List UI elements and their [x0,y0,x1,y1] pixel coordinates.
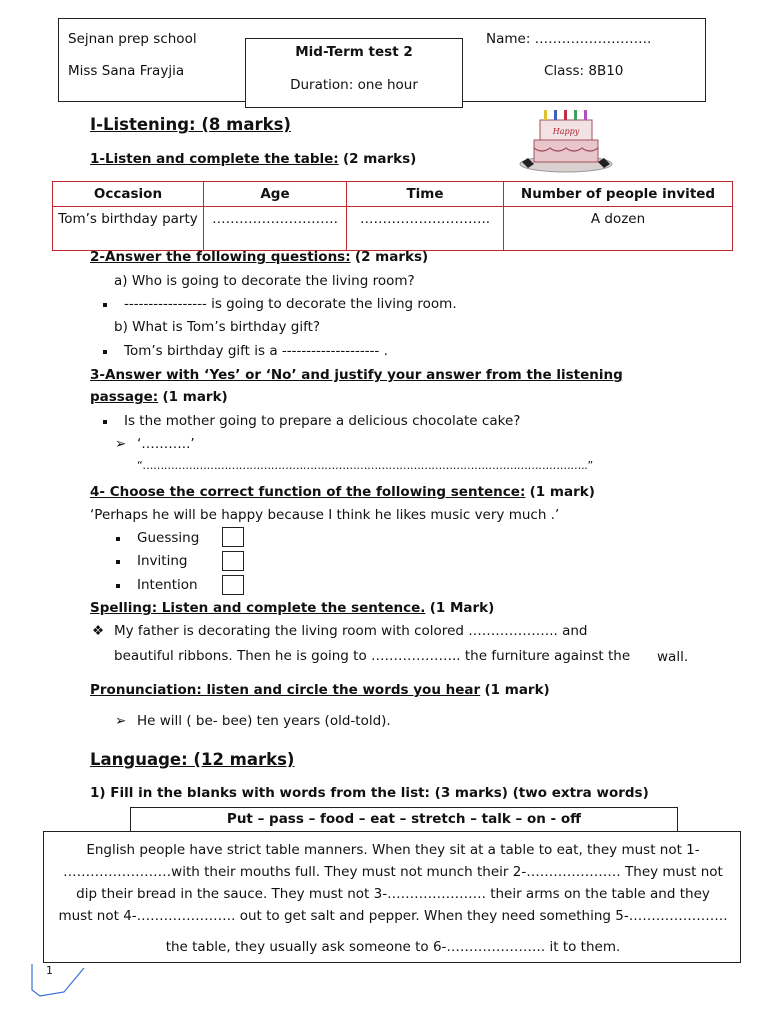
arrow-bullet-icon: ➢ [115,713,127,729]
birthday-cake-icon [518,108,614,174]
pronunciation-sentence: He will ( be- bee) ten years (old-told). [137,713,391,729]
pronunciation-marks: (1 mark) [484,682,550,698]
table-header-row [53,182,733,207]
spelling-line2: beautiful ribbons. Then he is going to ……………….. the furniture against the [114,648,631,664]
spelling-line2-end: wall. [657,649,689,665]
q4-title: 4- Choose the correct function of the following sentence: [90,484,526,500]
word-list-box: Put – pass – food – eat – stretch – talk – on - off [130,807,678,832]
school-name: Sejnan prep school [68,31,197,47]
student-name-field: Name: …………………….. [486,31,652,47]
pronunciation-title: Pronunciation: listen and circle the words you hear [90,682,481,698]
intention-checkbox[interactable] [222,575,244,595]
q3-marks: (1 mark) [162,389,228,405]
q3-title-end: passage: [90,389,159,405]
table-header-cell: Occasion [53,182,204,207]
spelling-title: Spelling: Listen and complete the sentence. [90,600,426,616]
option-intention: Intention [137,577,198,593]
bullet-icon [103,350,107,354]
passage-box [43,831,741,963]
table-cell-occasion: Tom’s birthday party [53,207,204,251]
listening-table [52,181,733,251]
test-duration: Duration: one hour [290,77,418,93]
inviting-checkbox[interactable] [222,551,244,571]
q3-title-line2 [90,389,228,405]
q2-answer-b: Tom’s birthday gift is a -------------------- . [124,343,388,359]
spelling-title-line [90,600,494,616]
q2-title-line [90,249,428,265]
q2-title: 2-Answer the following questions: [90,249,351,265]
passage-line: dip their bread in the sauce. They must not 3-…………………. their arms on the table and they [76,886,710,902]
table-row [53,207,733,251]
table-header-cell: Number of people invited [504,182,733,207]
q3-justification: “……………………………………………………………………………………………………………..” [137,459,593,472]
test-title: Mid-Term test 2 [295,44,413,60]
q2-question-b: b) What is Tom’s birthday gift? [114,319,321,335]
teacher-name: Miss Sana Frayjia [68,63,185,79]
bullet-icon [116,560,120,564]
q4-title-line [90,484,595,500]
language-q1-title: 1) Fill in the blanks with words from the list: (3 marks) (two extra words) [90,785,649,801]
table-header-cell: Age [204,182,347,207]
q3-answer-yes-no: ‘………..’ [137,436,195,452]
q3-question: Is the mother going to prepare a delicious chocolate cake? [124,413,521,429]
passage-line: the table, they usually ask someone to 6-…………………. it to them. [165,939,621,955]
option-inviting: Inviting [137,553,188,569]
bullet-icon [103,303,107,307]
pronunciation-title-line [90,682,550,698]
arrow-bullet-icon: ➢ [115,436,127,452]
q3-title-line1: 3-Answer with ‘Yes’ or ‘No’ and justify your answer from the listening [90,367,623,383]
page-number-shape [28,962,88,998]
listening-heading: I-Listening: (8 marks) [90,115,291,134]
bullet-icon [103,420,107,424]
spelling-marks: (1 Mark) [429,600,495,616]
q4-sentence: ‘Perhaps he will be happy because I think he likes music very much .’ [90,507,560,523]
class-label: Class: 8B10 [544,63,624,79]
q2-marks: (2 marks) [354,249,429,265]
passage-line: English people have strict table manners. When they sit at a table to eat, they must not 1- [86,842,700,858]
table-header-cell: Time [347,182,504,207]
q4-marks: (1 mark) [529,484,595,500]
table-cell-people: A dozen [504,207,733,251]
passage-line: must not 4-…………………. out to get salt and pepper. When they need something 5-…………………. [58,908,728,924]
q1-title-line [90,151,416,167]
q1-title: 1-Listen and complete the table: [90,151,339,167]
guessing-checkbox[interactable] [222,527,244,547]
table-cell-age: ………………………. [204,207,347,251]
option-guessing: Guessing [137,530,200,546]
bullet-icon [116,584,120,588]
page-number: 1 [46,964,53,977]
diamond-bullet-icon: ❖ [92,623,105,639]
q2-answer-a: ----------------- is going to decorate the living room. [124,296,457,312]
spelling-line1: My father is decorating the living room with colored ……………….. and [114,623,588,639]
bullet-icon [116,537,120,541]
q2-question-a: a) Who is going to decorate the living room? [114,273,415,289]
language-heading: Language: (12 marks) [90,750,295,769]
passage-line: ……………………with their mouths full. They must not munch their 2-………………… They must not [63,864,723,880]
table-cell-time: ……………………….. [347,207,504,251]
q1-marks: (2 marks) [343,151,417,167]
svg-text:Happy: Happy [552,127,580,136]
